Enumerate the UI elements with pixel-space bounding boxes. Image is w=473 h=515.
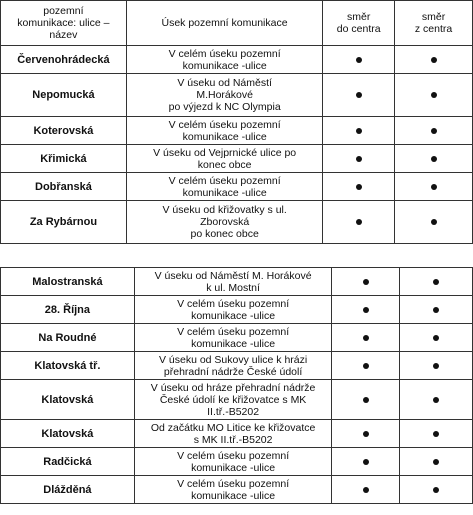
from-centre-mark xyxy=(433,459,439,465)
to-centre-mark xyxy=(356,128,362,134)
table-group-2 xyxy=(0,267,473,504)
from-centre-mark xyxy=(431,128,437,134)
header-name-line: pozemní xyxy=(43,5,84,17)
street-name: Za Rybárnou xyxy=(1,201,127,244)
table-row xyxy=(1,46,473,74)
header-dir-line: z centra xyxy=(414,23,453,35)
section-description xyxy=(134,296,332,324)
from-centre-mark xyxy=(431,57,437,63)
section-description-line: V úseku od hráze přehradní nádrže xyxy=(150,381,316,394)
to-centre-cell xyxy=(332,448,400,476)
table-row xyxy=(1,201,473,244)
to-centre-mark xyxy=(356,156,362,162)
from-centre-mark xyxy=(433,279,439,285)
section-description xyxy=(126,74,323,117)
from-centre-cell xyxy=(395,201,473,244)
street-name: Koterovská xyxy=(1,117,127,145)
from-centre-mark xyxy=(433,335,439,341)
section-description xyxy=(126,201,323,244)
from-centre-cell xyxy=(400,448,473,476)
to-centre-mark xyxy=(356,184,362,190)
street-name: Klatovská xyxy=(1,380,135,420)
from-centre-cell xyxy=(400,324,473,352)
to-centre-cell xyxy=(332,296,400,324)
table-row xyxy=(1,448,473,476)
section-description-line: V úseku od Sukovy ulice k hrázi xyxy=(158,353,308,366)
street-name: Klatovská xyxy=(1,420,135,448)
street-name: Dobřanská xyxy=(1,173,127,201)
section-description-line: V úseku od Náměstí M. Horákové xyxy=(154,269,312,282)
section-description xyxy=(126,117,323,145)
table-row xyxy=(1,420,473,448)
from-centre-cell xyxy=(400,380,473,420)
from-centre-cell xyxy=(400,296,473,324)
from-centre-cell xyxy=(395,46,473,74)
table-row xyxy=(1,173,473,201)
street-name: Nepomucká xyxy=(1,74,127,117)
to-centre-cell xyxy=(323,74,395,117)
section-description xyxy=(134,448,332,476)
header-dir-line: směr xyxy=(347,11,371,23)
header-to-centre-column xyxy=(323,1,395,46)
from-centre-mark xyxy=(433,307,439,313)
street-name: Na Roudné xyxy=(1,324,135,352)
section-description-line: komunikace -ulice xyxy=(182,59,267,72)
section-description-line: komunikace -ulice xyxy=(191,337,276,350)
from-centre-cell xyxy=(400,420,473,448)
section-description-line: V celém úseku pozemní xyxy=(177,449,290,462)
section-description-line: Zborovská xyxy=(200,216,250,228)
table-group-1 xyxy=(0,45,473,244)
section-description xyxy=(134,476,332,504)
table-row xyxy=(1,352,473,380)
to-centre-mark xyxy=(356,219,362,225)
header-section-column: Úsek pozemní komunikace xyxy=(126,1,323,46)
section-description xyxy=(134,324,332,352)
street-name: Radčická xyxy=(1,448,135,476)
from-centre-mark xyxy=(433,397,439,403)
from-centre-mark xyxy=(433,431,439,437)
street-name: Klatovská tř. xyxy=(1,352,135,380)
to-centre-mark xyxy=(363,279,369,285)
section-description-line: V celém úseku pozemní xyxy=(168,174,281,187)
street-name: Malostranská xyxy=(1,268,135,296)
table-row xyxy=(1,268,473,296)
from-centre-mark xyxy=(431,156,437,162)
from-centre-mark xyxy=(433,487,439,493)
section-description-line: M.Horákové xyxy=(196,89,253,101)
header-dir-line: do centra xyxy=(336,23,381,35)
from-centre-cell xyxy=(400,352,473,380)
table-row xyxy=(1,296,473,324)
from-centre-cell xyxy=(400,476,473,504)
street-name: Červenohrádecká xyxy=(1,46,127,74)
to-centre-cell xyxy=(332,420,400,448)
section-description xyxy=(134,352,332,380)
section-description-line: komunikace -ulice xyxy=(182,186,267,199)
table-row xyxy=(1,74,473,117)
section-description-line: komunikace -ulice xyxy=(182,130,267,143)
table-row xyxy=(1,117,473,145)
to-centre-cell xyxy=(332,324,400,352)
from-centre-cell xyxy=(395,145,473,173)
section-description-line: komunikace -ulice xyxy=(191,461,276,474)
table-row xyxy=(1,145,473,173)
section-description-line: II.tř.-B5202 xyxy=(207,405,260,418)
section-description-line: V úseku od Náměstí xyxy=(177,77,272,89)
to-centre-mark xyxy=(363,335,369,341)
header-from-centre-column xyxy=(395,1,473,46)
section-description xyxy=(134,268,332,296)
to-centre-cell xyxy=(332,476,400,504)
from-centre-mark xyxy=(431,92,437,98)
section-description-line: po výjezd k NC Olympia xyxy=(168,101,281,113)
to-centre-cell xyxy=(323,117,395,145)
section-description xyxy=(126,173,323,201)
from-centre-cell xyxy=(395,173,473,201)
header-name-column xyxy=(1,1,127,46)
to-centre-mark xyxy=(363,397,369,403)
to-centre-cell xyxy=(323,173,395,201)
section-description-line: V celém úseku pozemní xyxy=(177,325,290,338)
from-centre-cell xyxy=(395,117,473,145)
from-centre-mark xyxy=(431,184,437,190)
from-centre-mark xyxy=(433,363,439,369)
section-description xyxy=(134,380,332,420)
to-centre-mark xyxy=(363,459,369,465)
section-description xyxy=(126,145,323,173)
section-description-line: V celém úseku pozemní xyxy=(168,47,281,60)
to-centre-mark xyxy=(356,57,362,63)
table-row xyxy=(1,380,473,420)
to-centre-cell xyxy=(323,201,395,244)
street-name: Dlážděná xyxy=(1,476,135,504)
to-centre-mark xyxy=(356,92,362,98)
section-description-line: Od začátku MO Litice ke křižovatce xyxy=(150,421,316,434)
to-centre-cell xyxy=(332,352,400,380)
section-description-line: přehradní nádrže České údolí xyxy=(163,365,303,378)
section-description-line: V celém úseku pozemní xyxy=(177,477,290,490)
header-dir-line: směr xyxy=(421,11,446,23)
to-centre-cell xyxy=(323,145,395,173)
section-description-line: k ul. Mostní xyxy=(206,281,260,294)
section-description-line: po konec obce xyxy=(190,228,259,240)
header-name-line: komunikace: ulice – xyxy=(17,17,110,29)
section-description-line: České údolí ke křižovatce s MK xyxy=(159,393,307,406)
to-centre-mark xyxy=(363,307,369,313)
to-centre-cell xyxy=(332,268,400,296)
table-header xyxy=(0,0,473,46)
from-centre-cell xyxy=(400,268,473,296)
section-description-line: V úseku od Vejprnické ulice po xyxy=(153,146,297,159)
to-centre-mark xyxy=(363,431,369,437)
section-description-line: komunikace -ulice xyxy=(191,489,276,502)
to-centre-cell xyxy=(323,46,395,74)
header-name-line: název xyxy=(49,29,78,41)
to-centre-cell xyxy=(332,380,400,420)
section-description-line: V úseku od křižovatky s ul. xyxy=(162,204,287,216)
section-description xyxy=(126,46,323,74)
section-description-line: s MK II.tř.-B5202 xyxy=(193,433,273,446)
section-description xyxy=(134,420,332,448)
section-description-line: konec obce xyxy=(197,158,252,171)
section-description-line: V celém úseku pozemní xyxy=(177,297,290,310)
from-centre-mark xyxy=(431,219,437,225)
to-centre-mark xyxy=(363,363,369,369)
table-row xyxy=(1,476,473,504)
to-centre-mark xyxy=(363,487,369,493)
from-centre-cell xyxy=(395,74,473,117)
section-description-line: komunikace -ulice xyxy=(191,309,276,322)
table-row xyxy=(1,324,473,352)
section-description-line: V celém úseku pozemní xyxy=(168,118,281,131)
street-name: Křimická xyxy=(1,145,127,173)
street-name: 28. Října xyxy=(1,296,135,324)
